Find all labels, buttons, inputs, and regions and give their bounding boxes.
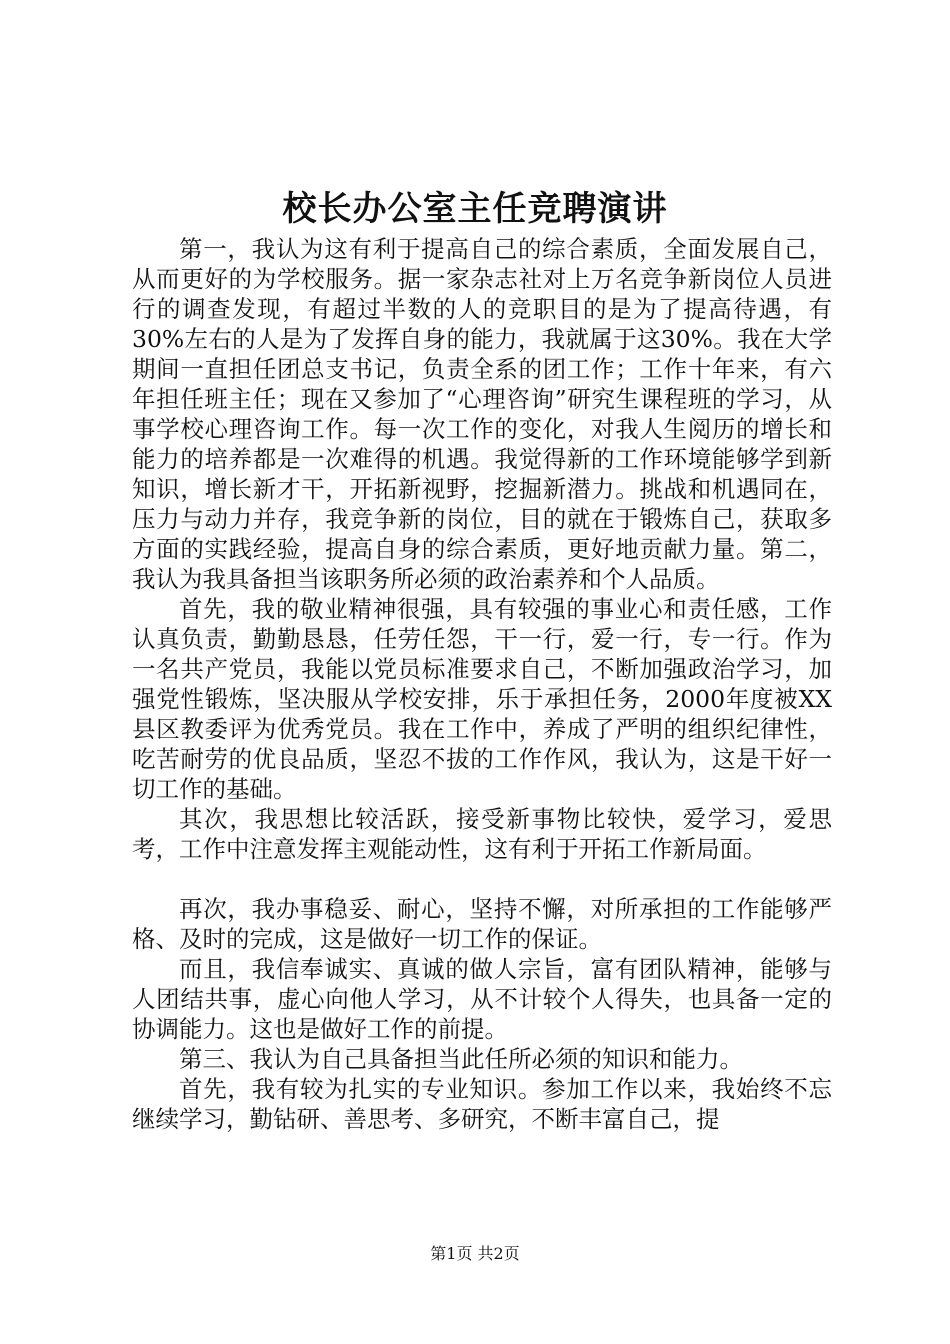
paragraph-5: 而且，我信奉诚实、真诚的做人宗旨，富有团队精神，能够与人团结共事，虚心向他人学习，从不计较个人得失，也具备一定的协调能力。这也是做好工作的前提。	[132, 955, 832, 1043]
page-footer: 第1页 共2页	[430, 1244, 520, 1263]
paragraph-3: 其次，我思想比较活跃，接受新事物比较快，爱学习，爱思考，工作中注意发挥主观能动性，这有利于开拓工作新局面。	[132, 805, 832, 863]
document-body	[132, 234, 832, 1134]
paragraph-6: 第三、我认为自己具备担当此任所必须的知识和能力。	[179, 1045, 743, 1073]
paragraph-1: 第一，我认为这有利于提高自己的综合素质，全面发展自己，从而更好的为学校服务。据一家杂志社对上万名竞争新岗位人员进行的调查发现，有超过半数的人的竞职目的是为了提高待遇，有30%左右的人是为了发挥自身的能力，我就属于这30%。我在大学期间一直担任团总支书记，负责全系的团工作；工作十年来，有六年担任班主任；现在又参加了“心理咨询”研究生课程班的学习，从事学校心理咨询工作。每一次工作的变化，对我人生阅历的增长和能力的培养都是一次难得的机遇。我觉得新的工作环境能够学到新知识，增长新才干，开拓新视野，挖掘新潜力。挑战和机遇同在，压力与动力并存，我竞争新的岗位，目的就在于锻炼自己，获取多方面的实践经验，提高自身的综合素质，更好地贡献力量。第二，我认为我具备担当该职务所必须的政治素养和个人品质。	[132, 235, 832, 593]
paragraph-7: 首先，我有较为扎实的专业知识。参加工作以来，我始终不忘继续学习，勤钻研、善思考、多研究，不断丰富自己，提	[132, 1075, 832, 1133]
paragraph-spacer	[132, 864, 832, 894]
paragraph-4: 再次，我办事稳妥、耐心，坚持不懈，对所承担的工作能够严格、及时的完成，这是做好一切工作的保证。	[132, 895, 832, 953]
paragraph-2: 首先，我的敬业精神很强，具有较强的事业心和责任感，工作认真负责，勤勤恳恳，任劳任怨，干一行，爱一行，专一行。作为一名共产党员，我能以党员标准要求自己，不断加强政治学习，加强党性锻炼，坚决服从学校安排，乐于承担任务，2000年度被XX县区教委评为优秀党员。我在工作中，养成了严明的组织纪律性，吃苦耐劳的优良品质，坚忍不拔的工作作风，我认为，这是干好一切工作的基础。	[132, 595, 832, 803]
document-title: 校长办公室主任竞聘演讲	[282, 189, 668, 229]
